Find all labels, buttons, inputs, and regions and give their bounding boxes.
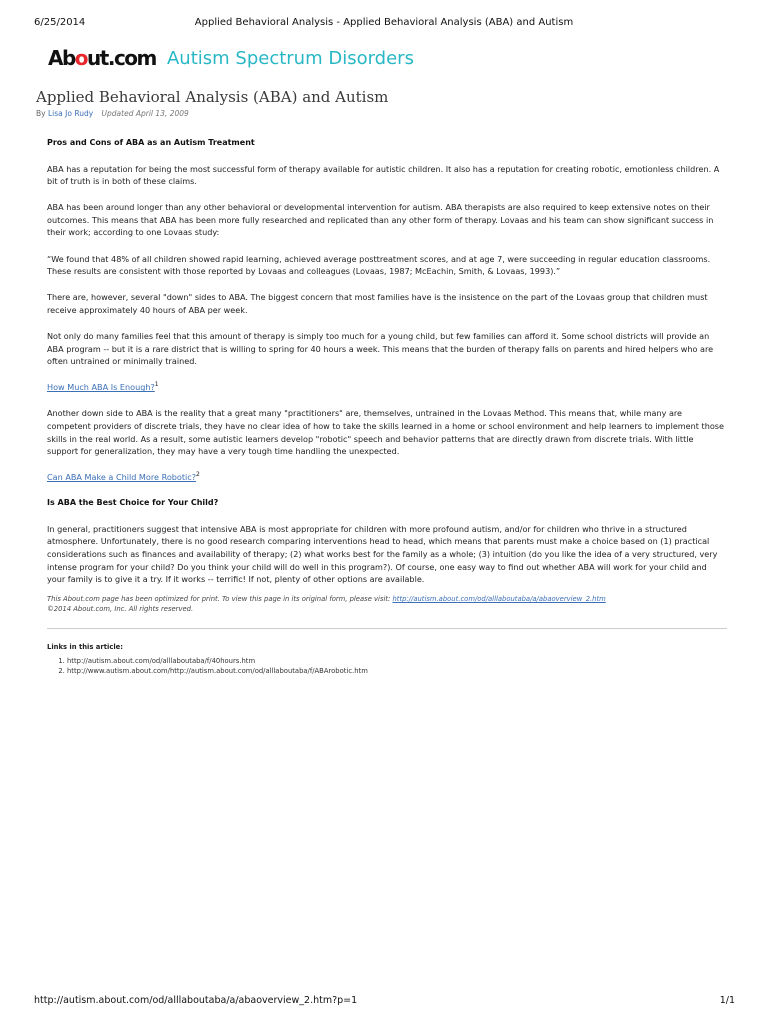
article-body [47,137,727,677]
updated-date: Updated April 13, 2009 [101,109,189,118]
link-list-item: 2. http://www.autism.about.com/http://autism.about.com/od/alllaboutaba/f/ABArobotic.htm [67,666,727,677]
quote: “We found that 48% of all children showed rapid learning, achieved average posttreatment scores, and at age 7, were succeeding in regular education classrooms. These results are consistent with those reported by Lovaas and colleagues (Lovaas, 1987; McEachin, Smith, & Lovaas, 1993).” [47,253,711,277]
paragraph: ABA has a reputation for being the most successful form of therapy available for autistic children. It also has a reputation for creating robotic, emotionless children. A bit of truth is in both of these claims. [47,163,720,187]
copyright: ©2014 About.com, Inc. All rights reserved. [47,605,194,614]
section-title[interactable]: Autism Spectrum Disorders [166,47,414,69]
related-link-aba-robotic[interactable]: Can ABA Make a Child More Robotic? [47,472,197,483]
related-link-row [47,381,727,394]
print-header [0,17,768,31]
print-footer-url: http://autism.about.com/od/alllaboutaba/a/abaoverview_2.htm?p=1 [34,995,358,1006]
logo-suffix: ut.com [87,46,156,70]
author-link[interactable]: Lisa Jo Rudy [47,109,94,118]
paragraph: There are, however, several "down" sides to ABA. The biggest concern that most families have is the insistence on the part of the Lovaas group that children must receive approximately 40 hours of ABA per week. [47,292,708,315]
original-page-link[interactable]: http://autism.about.com/od/alllaboutaba/a/abaoverview_2.htm [392,595,606,604]
print-notice [47,594,727,614]
article-title: Applied Behavioral Analysis (ABA) and Autism [36,88,389,106]
paragraph: Another down side to ABA is the reality that a great many "practitioners" are, themselves, untrained in the Lovaas Method. This means that, while many are competent providers of discrete trials, they have no clear idea of how to take the skills learned in a home or school environment and help learners to implement those skills in the real world. As a result, some autistic learners develop "robotic" speech and behavior patterns that are directly drawn from discrete trials. With little support for generalization, they may have a very tough time handling the unexpected. [47,408,724,457]
section-heading: Pros and Cons of ABA as an Autism Treatment [47,138,255,147]
byline [36,109,189,118]
footnote-ref: 1 [154,381,159,389]
paragraph: Not only do many families feel that this amount of therapy is simply too much for a young child, but few families can afford it. Some school districts will provide an ABA program -- but it is a rare district that is willing to spring for 40 hours a week. This means that the burden of therapy falls on parents and hired helpers who are often untrained or minimally trained. [47,330,714,367]
links-title: Links in this article: [47,643,124,652]
byline-prefix: By [36,109,46,118]
footnote-ref: 2 [196,471,200,479]
print-date: 6/25/2014 [34,17,86,28]
paragraph: In general, practitioners suggest that intensive ABA is most appropriate for children with more profound autism, and/or for children who thrive in a structured atmosphere. Unfortunately, there is no good research comparing interventions head to head, which means that parents must make a choice based on (1) practical considerations such as finances and availability of therapy; (2) what works best for the family as a whole; (3) intuition (do you like the idea of a very structured, very intense program for your child? Do you think your child will do well in this program?). Of course, one easy way to find out whether ABA will work for your child and your family is to give it a try. If it works -- terrific! If not, plenty of other options are available. [47,523,718,585]
link-list-item: 1. http://autism.about.com/od/alllaboutaba/f/40hours.htm [67,656,727,667]
about-logo[interactable] [48,46,156,70]
print-notice-text: This About.com page has been optimized for print. To view this page in its original form, please visit: [47,595,393,604]
logo-prefix: Ab [48,46,75,70]
section-heading: Is ABA the Best Choice for Your Child? [47,498,219,508]
links-list [47,656,727,677]
related-link-how-much-aba[interactable]: How Much ABA Is Enough? [47,382,155,393]
related-link-row [47,471,727,484]
page-number: 1/1 [719,995,735,1006]
print-page-title: Applied Behavioral Analysis - Applied Behavioral Analysis (ABA) and Autism [194,17,574,28]
site-brand [48,46,414,76]
divider [47,628,727,629]
logo-dot: o [74,46,88,70]
paragraph: ABA has been around longer than any other behavioral or developmental intervention for autism. ABA therapists are also required to keep extensive notes on their outcomes. This means that ABA has been more fully researched and replicated than any other form of therapy. Lovaas and his team can show significant success in their work; according to one Lovaas study: [47,202,714,238]
